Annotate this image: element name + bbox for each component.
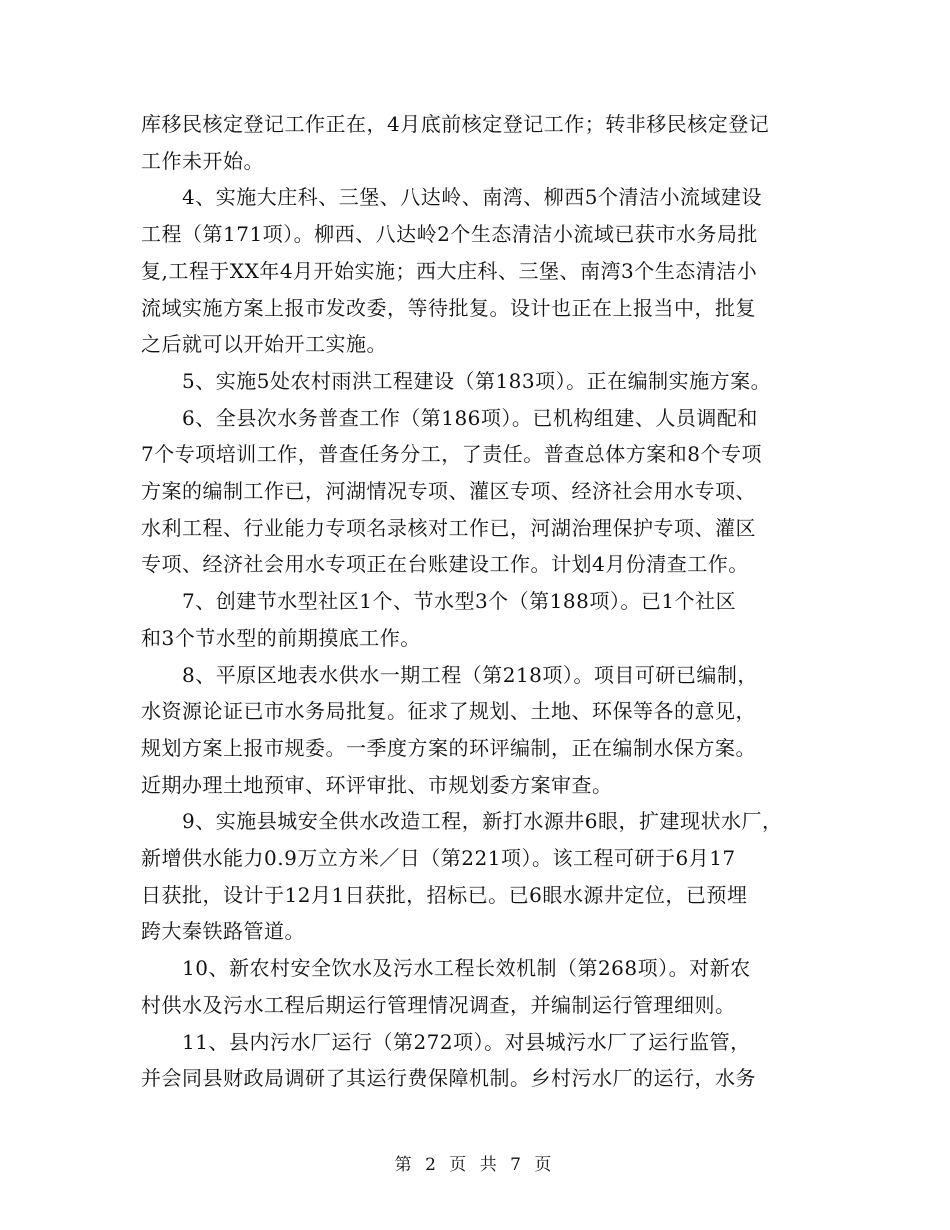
text-line: 新增供水能力0.9万立方米／日（第221项）。该工程可研于6月17 xyxy=(141,846,736,871)
text-line: 7个专项培训工作，普查任务分工，了责任。普查总体方案和8个专项 xyxy=(141,442,762,467)
text-line: 和3个节水型的前期摸底工作。 xyxy=(141,625,421,650)
text-line: 之后就可以开始开工实施。 xyxy=(141,332,387,357)
text-line: 8、平原区地表水供水一期工程（第218项）。项目可研已编制， xyxy=(182,662,758,687)
text-line: 11、县内污水厂运行（第272项）。对县城污水厂了运行监管， xyxy=(182,1029,751,1054)
text-line: 工作未开始。 xyxy=(141,148,264,173)
text-line: 专项、经济社会用水专项正在台账建设工作。计划4月份清查工作。 xyxy=(141,552,749,577)
text-line: 水资源论证已市水务局批复。征求了规划、土地、环保等各的意见， xyxy=(141,699,756,724)
text-line: 水利工程、行业能力专项名录核对工作已，河湖治理保护专项、灌区 xyxy=(141,515,756,540)
text-line: 村供水及污水工程后期运行管理情况调查，并编制运行管理细则。 xyxy=(141,992,736,1017)
text-line: 近期办理土地预审、环评审批、市规划委方案审查。 xyxy=(141,772,613,797)
text-line: 7、创建节水型社区1个、节水型3个（第188项）。已1个社区 xyxy=(182,589,737,614)
text-line: 4、实施大庄科、三堡、八达岭、南湾、柳西5个清洁小流域建设 xyxy=(182,185,762,210)
text-line: 日获批，设计于12月1日获批，招标已。已6眼水源井定位，已预埋 xyxy=(141,882,748,907)
text-line: 10、新农村安全饮水及污水工程长效机制（第268项）。对新农 xyxy=(182,956,751,981)
text-line: 方案的编制工作已，河湖情况专项、灌区专项、经济社会用水专项、 xyxy=(141,479,756,504)
text-line: 库移民核定登记工作正在，4月底前核定登记工作；转非移民核定登记 xyxy=(141,112,770,136)
document-body xyxy=(141,106,811,1097)
text-line: 规划方案上报市规委。一季度方案的环评编制，正在编制水保方案。 xyxy=(141,735,756,760)
text-line: 5、实施5处农村雨洪工程建设（第183项）。正在编制实施方案。 xyxy=(182,368,772,393)
text-line: 流域实施方案上报市发改委，等待批复。设计也正在上报当中，批复 xyxy=(141,295,756,320)
text-line: 6、全县次水务普查工作（第186项）。已机构组建、人员调配和 xyxy=(182,405,758,430)
text-line: 跨大秦铁路管道。 xyxy=(141,919,305,944)
page-footer: 第 2 页 共 7 页 xyxy=(394,1155,556,1175)
text-line: 工程（第171项）。柳西、八达岭2个生态清洁小流域已获市水务局批 xyxy=(141,222,758,247)
text-line: 复,工程于XX年4月开始实施；西大庄科、三堡、南湾3个生态清洁小 xyxy=(141,258,758,283)
text-line: 并会同县财政局调研了其运行费保障机制。乡村污水厂的运行，水务 xyxy=(141,1066,756,1091)
text-line: 9、实施县城安全供水改造工程，新打水源井6眼，扩建现状水厂， xyxy=(182,809,783,834)
